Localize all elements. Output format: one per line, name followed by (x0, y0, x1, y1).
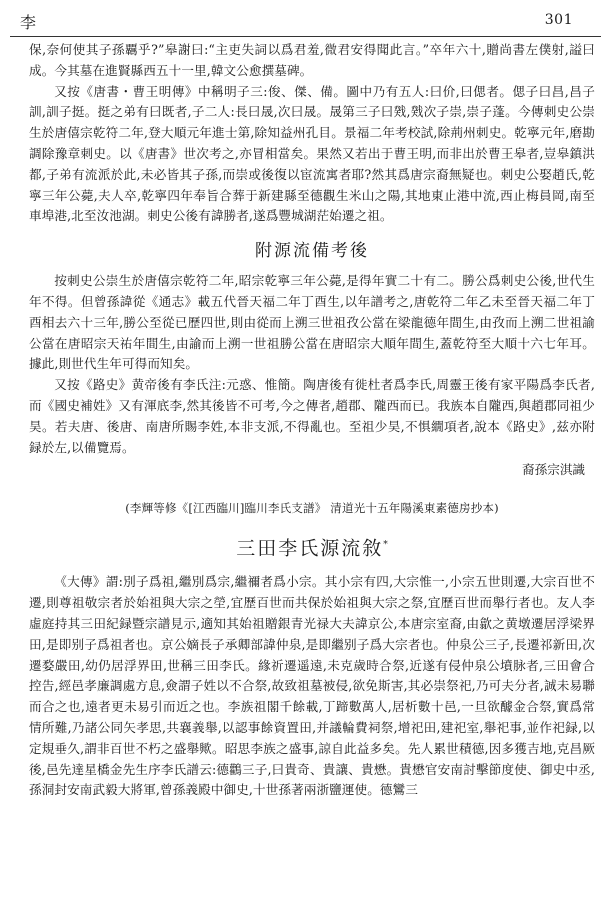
footnote-mark: * (383, 540, 388, 551)
section-heading-santian (29, 533, 595, 560)
signature: 裔孫宗淇識 (522, 462, 585, 478)
page-header (0, 0, 611, 36)
running-head: 李 (20, 13, 37, 32)
section-title-text: 三田李氏源流敘 (236, 537, 384, 560)
source-citation: (李輝等修《[江西臨川]臨川李氏支譜》 清道光十五年陽溪東素德房抄本) (125, 501, 499, 516)
paragraph-lu-shi: 又按《路史》黄帝後有李氏注:元惑、惟簡。陶唐後有徙杜者爲李氏,周靈王後有家平陽爲李氏者,而《國史補姓》又有渾底李,然其後皆不可考,今之傳者,趙郡、隴西而已。我族本自隴西,與趙郡同祖少昊。若夫唐、後唐、南唐所賜李姓,本非支派,不得亂也。至祖少昊,不惧繝項者,說本《路史》,兹亦附録於左,以備覽焉。 (29, 377, 595, 455)
section-heading-appendix: 附源流備考後 (255, 241, 369, 262)
paragraph-chronology: 按刺史公崇生於唐僖宗乾符二年,昭宗乾寧三年公薨,是得年實二十有二。勝公爲刺史公後,世代生年不得。但曾孫諱從《通志》載五代晉天福二年丁酉生,以年譜考之,唐乾符二年乙未至晉天福二年丁酉相去六十三年,勝公至從已歷四世,則由從而上溯三世祖孜公當在梁龍德年間生,由孜而上溯二世祖諭公當在唐昭宗天祐年間生,由諭而上溯一世祖勝公當在唐昭宗大順年間生,蓋乾符至大順十六七年耳。據此,則世代生年可得而知矣。 (29, 273, 595, 372)
page-content (29, 40, 595, 801)
paragraph-continued: 保,奈何使其子孫覊乎?”皋謝曰:“主吏失詞以爲君羞,微君安得聞此言。”卒年六十,贈尚書左僕射,謚曰成。今其墓在進賢縣西五十一里,韓文公愈撰墓碑。 (29, 42, 595, 78)
header-rule (10, 36, 601, 37)
paragraph-tang-shu: 又按《唐書・曹王明傳》中稱明子三:俊、傑、備。圖中乃有五人:曰价,曰偲者。偲子曰昌,昌子訓,訓子挺。挺之弟有曰既者,子二人:長曰晟,次曰晟。晟第三子曰戣,戣次子崇,崇子蓬。今傳刺史公崇生於唐僖宗乾符二年,登大順元年進士第,除知益州孔目。景福二年考校試,除荊州刺史。乾寧元年,磨勘調除豫章刺史。以《唐書》世次考之,亦冒相當矣。果然又若出于曹王明,而非出於曹王皋者,豈皋鎮洪都,子弟有流派於此,未必皆其子孫,而崇或後復以宦流寓者耶?然其爲唐宗裔無疑也。刺史公娶趙氏,乾寧三年公薨,夫人卒,乾寧四年奉旨合葬于新建縣至德觀生米山之陽,其地東止港中流,西止梅員岡,南至車埠港,北至汝池湖。刺史公後有諱勝者,遂爲豐城湖茫始遷之祖。 (29, 83, 595, 224)
paragraph-da-zhuan: 《大傳》謂:別子爲祖,繼別爲宗,繼禰者爲小宗。其小宗有四,大宗惟一,小宗五世則遷,大宗百世不遷,則尊祖敬宗者於始祖與大宗之塋,宜歷百世而共保於始祖與大宗之祭,宜歷百世而舉行者也。友人李虛庭持其三田紀録暨宗譜見示,適知其始祖贈銀青光禄大夫諱京公,本唐宗室裔,由歙之黄墩遷居浮梁界田,是即别子爲祖者也。京公嫡長子承卿部諱仲泉,是即繼别子爲大宗者也。仲泉公三子,長遷祁新田,次遷婺嚴田,幼仍居浮界田,世稱三田李氏。緣祈遷遥遠,未克歲時合祭,近遂有侵仲泉公墳脉者,三田會合控告,經邑孝廉調處方息,僉謂子姓以不合祭,故致祖墓被侵,欲免斯害,其必崇祭祀,乃可夫分者,誠未易聯而合之也,遠者更未易引而近之也。李族祖閣千餘載,丁蹄數萬人,居析數十邑,一旦欲醵金合祭,實爲常情所難,乃諸公同矢孝思,共襄義舉,以認事餘資置田,并議輪費祠祭,增祀田,建祀室,舉祀事,並作祀録,以定規垂久,謂非百世不朽之盛舉歟。昭思李族之盛事,諒自此益多矣。先人累世積德,因多獲吉地,克昌厥後,邑先達星橋金先生序李氏譜云:德鸛三子,曰貴奇、貴讓、貴懋。貴懋官安南討擊節度使、御史中丞,孫洞封安南武毅大將軍,曾孫義殿中御史,十世孫著兩浙鹽運使。德鸞三 (29, 574, 595, 798)
page-number: 301 (544, 12, 573, 28)
